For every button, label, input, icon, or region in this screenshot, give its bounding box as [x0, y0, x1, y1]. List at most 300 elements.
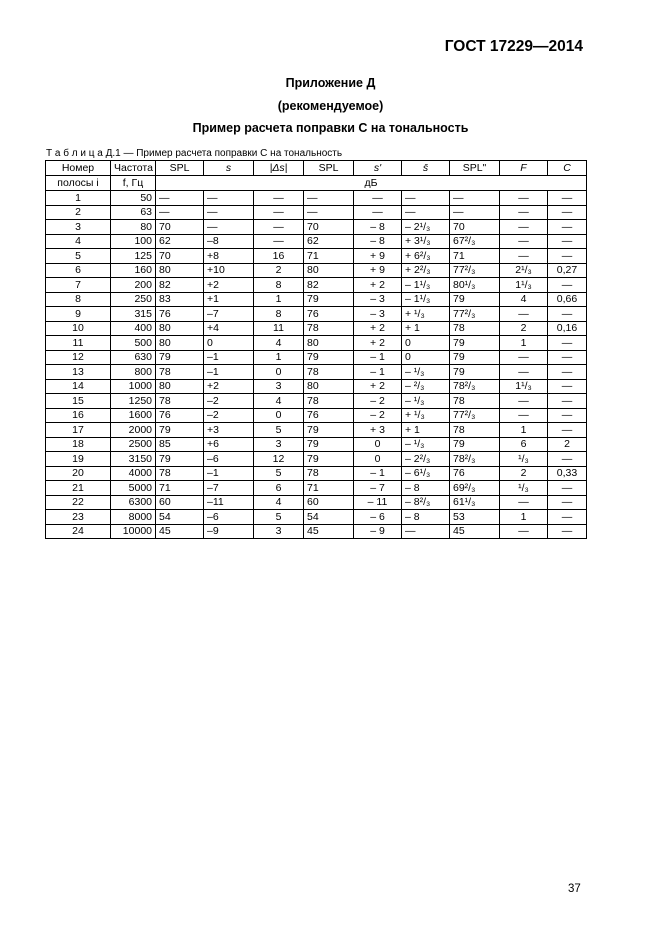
table-cell: 76: [156, 408, 204, 423]
table-cell: 79: [304, 437, 354, 452]
table-cell: 80: [156, 321, 204, 336]
table-cell: —: [548, 394, 587, 409]
table-cell: +1: [204, 292, 254, 307]
table-cell: 78: [304, 365, 354, 380]
standard-number: ГОСТ 17229—2014: [444, 38, 583, 55]
table-cell: –8: [204, 234, 254, 249]
table-cell: 24: [46, 524, 111, 539]
table-caption: [46, 148, 342, 159]
table-cell: 4: [254, 336, 304, 351]
table-cell: – 1¹/₃: [402, 278, 450, 293]
table-cell: 45: [450, 524, 500, 539]
table-cell: 5000: [111, 481, 156, 496]
table-cell: +3: [204, 423, 254, 438]
table-cell: —: [304, 191, 354, 206]
table-cell: – 6¹/₃: [402, 466, 450, 481]
table-cell: —: [354, 205, 402, 220]
table-cell: – 2²/₃: [402, 452, 450, 467]
header-s-prime: s': [354, 161, 402, 176]
table-cell: —: [500, 220, 548, 235]
table-cell: 3: [254, 524, 304, 539]
table-cell: – ²/₃: [402, 379, 450, 394]
table-cell: 79: [304, 423, 354, 438]
table-cell: 71: [304, 249, 354, 264]
table-cell: 6: [46, 263, 111, 278]
table-cell: 82: [156, 278, 204, 293]
table-cell: 0,33: [548, 466, 587, 481]
table-cell: 9: [46, 307, 111, 322]
table-cell: —: [500, 205, 548, 220]
table-cell: 22: [46, 495, 111, 510]
table-cell: 3150: [111, 452, 156, 467]
table-cell: 54: [304, 510, 354, 525]
table-cell: 2: [500, 466, 548, 481]
table-cell: 71: [304, 481, 354, 496]
table-cell: ¹/₃: [500, 452, 548, 467]
table-cell: 53: [450, 510, 500, 525]
appendix-status: (рекомендуемое): [277, 99, 384, 113]
table-row: [46, 220, 587, 235]
table-cell: 78: [304, 466, 354, 481]
table-cell: 6300: [111, 495, 156, 510]
header-s: s: [204, 161, 254, 176]
header-spl-bar: SPL": [450, 161, 500, 176]
table-cell: 2: [500, 321, 548, 336]
table-cell: 76: [156, 307, 204, 322]
table-cell: —: [450, 191, 500, 206]
table-cell: + 1: [402, 321, 450, 336]
table-cell: 82: [304, 278, 354, 293]
table-cell: 79: [304, 452, 354, 467]
table-cell: 0: [354, 437, 402, 452]
table-cell: —: [548, 350, 587, 365]
table-cell: 4000: [111, 466, 156, 481]
table-cell: 8: [254, 307, 304, 322]
table-cell: – 9: [354, 524, 402, 539]
table-cell: – 2: [354, 394, 402, 409]
table-row: [46, 191, 587, 206]
table-cell: 6: [254, 481, 304, 496]
table-cell: – 2: [354, 408, 402, 423]
table-cell: 60: [156, 495, 204, 510]
table-cell: 76: [304, 408, 354, 423]
table-cell: 79: [156, 452, 204, 467]
table-cell: 78: [450, 423, 500, 438]
table-cell: 78: [156, 466, 204, 481]
table-cell: —: [204, 220, 254, 235]
table-cell: 1000: [111, 379, 156, 394]
table-cell: 77²/₃: [450, 408, 500, 423]
table-cell: —: [254, 191, 304, 206]
table-cell: 2500: [111, 437, 156, 452]
table-cell: 79: [450, 350, 500, 365]
table-cell: 79: [450, 292, 500, 307]
table-row: [46, 510, 587, 525]
header-abs-ds: |Δs|: [254, 161, 304, 176]
table-cell: – ¹/₃: [402, 394, 450, 409]
table-cell: 0: [402, 350, 450, 365]
table-cell: +8: [204, 249, 254, 264]
table-cell: 0,27: [548, 263, 587, 278]
table-cell: 80: [304, 379, 354, 394]
appendix-subtitle: Пример расчета поправки С на тональность: [192, 121, 469, 135]
table-cell: —: [156, 191, 204, 206]
table-cell: 80: [304, 336, 354, 351]
table-cell: 79: [304, 292, 354, 307]
table-cell: 78: [156, 394, 204, 409]
table-cell: —: [402, 205, 450, 220]
table-cell: 80: [304, 263, 354, 278]
table-cell: + 3¹/₃: [402, 234, 450, 249]
table-cell: 80: [156, 263, 204, 278]
header-unit: дБ: [156, 176, 587, 191]
table-row: [46, 321, 587, 336]
header-freq-2: f, Гц: [111, 176, 156, 191]
table-cell: + 2: [354, 379, 402, 394]
table-cell: +4: [204, 321, 254, 336]
table-row: [46, 278, 587, 293]
table-cell: 78: [304, 394, 354, 409]
table-row: [46, 350, 587, 365]
table-cell: 76: [450, 466, 500, 481]
table-cell: 1: [500, 336, 548, 351]
table-cell: —: [500, 408, 548, 423]
table-cell: 62: [156, 234, 204, 249]
table-cell: – 8: [402, 510, 450, 525]
table-cell: – 1: [354, 466, 402, 481]
table-cell: 20: [46, 466, 111, 481]
table-cell: 78: [450, 394, 500, 409]
table-cell: 315: [111, 307, 156, 322]
table-cell: + ¹/₃: [402, 307, 450, 322]
table-cell: – 2¹/₃: [402, 220, 450, 235]
table-row: [46, 423, 587, 438]
table-cell: 62: [304, 234, 354, 249]
table-cell: —: [402, 524, 450, 539]
table-caption-text: Д.1 — Пример расчета поправки С на тональность: [105, 148, 343, 159]
table-cell: 13: [46, 365, 111, 380]
appendix-title: Приложение Д: [285, 76, 376, 90]
table-cell: 85: [156, 437, 204, 452]
table-cell: 5: [254, 466, 304, 481]
table-cell: –1: [204, 466, 254, 481]
table-cell: + 2: [354, 336, 402, 351]
table-cell: 79: [450, 437, 500, 452]
table-cell: 0: [402, 336, 450, 351]
table-cell: – 7: [354, 481, 402, 496]
table-cell: 5: [254, 423, 304, 438]
header-c: C: [548, 161, 587, 176]
table-cell: 79: [156, 423, 204, 438]
table-cell: –7: [204, 481, 254, 496]
table-cell: —: [450, 205, 500, 220]
table-row: [46, 394, 587, 409]
table-cell: —: [254, 220, 304, 235]
table-cell: 71: [450, 249, 500, 264]
table-cell: 61¹/₃: [450, 495, 500, 510]
table-cell: 80: [156, 379, 204, 394]
table-cell: 54: [156, 510, 204, 525]
table-cell: 23: [46, 510, 111, 525]
table-cell: 1250: [111, 394, 156, 409]
correction-table: [45, 160, 587, 539]
table-cell: 78²/₃: [450, 452, 500, 467]
table-cell: + ¹/₃: [402, 408, 450, 423]
page-number: 37: [568, 883, 581, 895]
table-cell: – ¹/₃: [402, 365, 450, 380]
table-cell: 0,66: [548, 292, 587, 307]
table-cell: 70: [450, 220, 500, 235]
table-cell: 21: [46, 481, 111, 496]
table-cell: 77²/₃: [450, 263, 500, 278]
table-cell: 1: [46, 191, 111, 206]
table-cell: – 3: [354, 292, 402, 307]
table-cell: 2000: [111, 423, 156, 438]
table-cell: —: [354, 191, 402, 206]
table-cell: 78: [304, 321, 354, 336]
table-cell: 70: [304, 220, 354, 235]
table-cell: ¹/₃: [500, 481, 548, 496]
table-row: [46, 249, 587, 264]
table-cell: —: [548, 205, 587, 220]
table-cell: 19: [46, 452, 111, 467]
table-cell: + 9: [354, 249, 402, 264]
table-cell: 3: [254, 437, 304, 452]
table-cell: —: [548, 524, 587, 539]
table-cell: 0: [354, 452, 402, 467]
table-cell: 5: [46, 249, 111, 264]
table-cell: + 9: [354, 263, 402, 278]
table-cell: 79: [450, 336, 500, 351]
table-cell: + 1: [402, 423, 450, 438]
table-cell: 7: [46, 278, 111, 293]
table-cell: –11: [204, 495, 254, 510]
table-cell: 1600: [111, 408, 156, 423]
table-row: [46, 379, 587, 394]
table-cell: – 8²/₃: [402, 495, 450, 510]
table-cell: —: [500, 365, 548, 380]
table-cell: 500: [111, 336, 156, 351]
table-cell: – 6: [354, 510, 402, 525]
table-cell: 1¹/₃: [500, 379, 548, 394]
table-cell: —: [204, 205, 254, 220]
table-cell: —: [548, 307, 587, 322]
table-cell: —: [204, 191, 254, 206]
table-cell: 11: [254, 321, 304, 336]
table-cell: —: [500, 249, 548, 264]
table-row: [46, 408, 587, 423]
header-band: Номер: [46, 161, 111, 176]
header-row-2: [46, 176, 587, 191]
table-cell: 77²/₃: [450, 307, 500, 322]
table-cell: 1: [500, 423, 548, 438]
table-cell: —: [548, 408, 587, 423]
table-cell: —: [156, 205, 204, 220]
table-cell: 800: [111, 365, 156, 380]
table-cell: 1: [254, 292, 304, 307]
table-row: [46, 437, 587, 452]
table-row: [46, 307, 587, 322]
table-cell: 16: [46, 408, 111, 423]
table-cell: 125: [111, 249, 156, 264]
table-cell: —: [548, 234, 587, 249]
table-cell: 8: [46, 292, 111, 307]
table-cell: – 1: [354, 365, 402, 380]
table-cell: 100: [111, 234, 156, 249]
table-cell: —: [254, 205, 304, 220]
table-cell: 80¹/₃: [450, 278, 500, 293]
header-f: F: [500, 161, 548, 176]
table-row: [46, 205, 587, 220]
table-cell: 3: [46, 220, 111, 235]
table-cell: 10000: [111, 524, 156, 539]
table-cell: + 2: [354, 321, 402, 336]
table-row: [46, 452, 587, 467]
table-row: [46, 481, 587, 496]
table-cell: 0: [204, 336, 254, 351]
table-cell: +10: [204, 263, 254, 278]
table-cell: —: [548, 336, 587, 351]
table-cell: 14: [46, 379, 111, 394]
table-cell: +6: [204, 437, 254, 452]
table-cell: 16: [254, 249, 304, 264]
table-cell: —: [304, 205, 354, 220]
table-cell: —: [500, 524, 548, 539]
table-cell: —: [254, 234, 304, 249]
table-cell: –1: [204, 365, 254, 380]
table-cell: 4: [254, 495, 304, 510]
table-cell: —: [548, 249, 587, 264]
table-row: [46, 263, 587, 278]
table-cell: –6: [204, 452, 254, 467]
table-cell: 78: [450, 321, 500, 336]
table-cell: 79: [304, 350, 354, 365]
table-cell: + 2²/₃: [402, 263, 450, 278]
table-cell: —: [548, 278, 587, 293]
table-cell: – 8: [354, 234, 402, 249]
table-cell: 70: [156, 220, 204, 235]
table-cell: 45: [304, 524, 354, 539]
table-row: [46, 524, 587, 539]
table-cell: 4: [254, 394, 304, 409]
table-cell: 67²/₃: [450, 234, 500, 249]
table-cell: 17: [46, 423, 111, 438]
table-cell: –7: [204, 307, 254, 322]
table-cell: – 1: [354, 350, 402, 365]
table-cell: +2: [204, 379, 254, 394]
table-cell: 80: [156, 336, 204, 351]
table-cell: 1: [254, 350, 304, 365]
table-cell: —: [548, 220, 587, 235]
table-cell: —: [548, 495, 587, 510]
table-cell: 1¹/₃: [500, 278, 548, 293]
table-row: [46, 466, 587, 481]
table-row: [46, 495, 587, 510]
table-cell: 60: [304, 495, 354, 510]
table-cell: —: [500, 307, 548, 322]
table-cell: 2¹/₃: [500, 263, 548, 278]
table-cell: 2: [548, 437, 587, 452]
header-s-bar: s̄: [402, 161, 450, 176]
table-cell: —: [402, 191, 450, 206]
header-spl: SPL: [156, 161, 204, 176]
table-cell: 8000: [111, 510, 156, 525]
table-cell: 45: [156, 524, 204, 539]
table-cell: – 3: [354, 307, 402, 322]
table-cell: —: [500, 191, 548, 206]
table-cell: –6: [204, 510, 254, 525]
table-cell: 18: [46, 437, 111, 452]
table-cell: –2: [204, 394, 254, 409]
table-cell: —: [500, 234, 548, 249]
table-cell: 6: [500, 437, 548, 452]
table-cell: 2: [254, 263, 304, 278]
header-spl-prime: SPL: [304, 161, 354, 176]
table-cell: 630: [111, 350, 156, 365]
table-cell: 400: [111, 321, 156, 336]
table-cell: —: [548, 510, 587, 525]
table-cell: 79: [450, 365, 500, 380]
table-cell: —: [500, 495, 548, 510]
table-cell: –1: [204, 350, 254, 365]
table-cell: 200: [111, 278, 156, 293]
table-cell: – 8: [402, 481, 450, 496]
table-cell: 1: [500, 510, 548, 525]
table-row: [46, 365, 587, 380]
table-cell: 0: [254, 365, 304, 380]
table-caption-prefix: Т а б л и ц а: [46, 148, 103, 159]
table-cell: 12: [46, 350, 111, 365]
table-cell: + 2: [354, 278, 402, 293]
table-cell: —: [548, 481, 587, 496]
table-cell: —: [500, 394, 548, 409]
table-cell: 80: [111, 220, 156, 235]
table-cell: 78: [156, 365, 204, 380]
table-cell: 5: [254, 510, 304, 525]
table-cell: 70: [156, 249, 204, 264]
table-cell: – 1¹/₃: [402, 292, 450, 307]
table-cell: —: [548, 365, 587, 380]
header-row: [46, 161, 587, 176]
table-row: [46, 292, 587, 307]
table-cell: 76: [304, 307, 354, 322]
table-cell: + 6²/₃: [402, 249, 450, 264]
table-cell: – 11: [354, 495, 402, 510]
table-cell: 50: [111, 191, 156, 206]
table-cell: —: [548, 452, 587, 467]
table-cell: —: [548, 423, 587, 438]
table-cell: —: [500, 350, 548, 365]
table-cell: 69²/₃: [450, 481, 500, 496]
table-cell: 83: [156, 292, 204, 307]
table-cell: 15: [46, 394, 111, 409]
table-cell: 79: [156, 350, 204, 365]
table-cell: 250: [111, 292, 156, 307]
table-cell: 8: [254, 278, 304, 293]
table-cell: –2: [204, 408, 254, 423]
table-cell: 71: [156, 481, 204, 496]
table-cell: —: [548, 379, 587, 394]
table-cell: – ¹/₃: [402, 437, 450, 452]
table-cell: – 8: [354, 220, 402, 235]
table-cell: 12: [254, 452, 304, 467]
table-cell: 3: [254, 379, 304, 394]
table-cell: 0,16: [548, 321, 587, 336]
table-cell: —: [548, 191, 587, 206]
header-band-2: полосы i: [46, 176, 111, 191]
header-freq: Частота: [111, 161, 156, 176]
table-cell: 0: [254, 408, 304, 423]
